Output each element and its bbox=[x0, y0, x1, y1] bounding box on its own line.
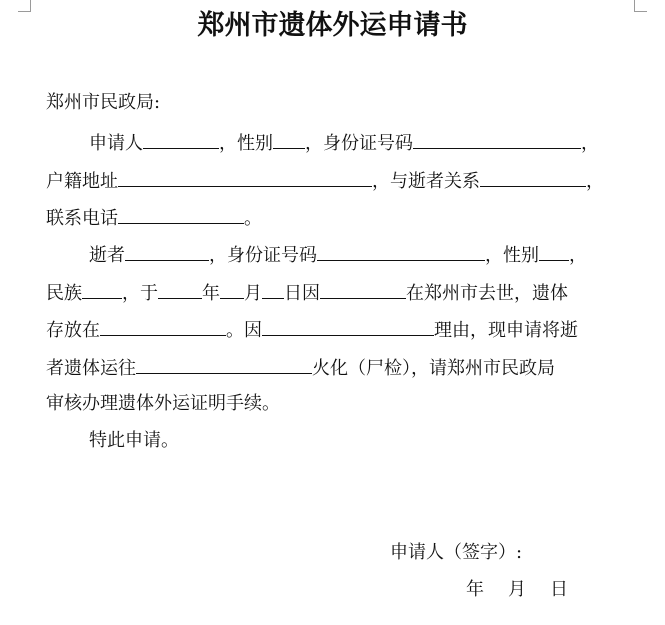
applicant-gender-label: ，性别 bbox=[219, 133, 273, 154]
storage-label: 存放在 bbox=[46, 320, 100, 341]
deceased-id-label: ，身份证号码 bbox=[209, 245, 317, 266]
death-day-field[interactable] bbox=[262, 280, 284, 299]
address-line bbox=[46, 168, 604, 194]
applicant-id-label: ，身份证号码 bbox=[305, 133, 413, 154]
relation-label: ，与逝者关系 bbox=[372, 171, 480, 192]
ethnicity-label: 民族 bbox=[46, 283, 82, 304]
review-line: 审核办理遗体外运证明手续。 bbox=[46, 393, 280, 414]
transport-destination-field[interactable] bbox=[136, 355, 312, 374]
reason-field[interactable] bbox=[262, 317, 434, 336]
deceased-line bbox=[89, 242, 587, 268]
applicant-gender-field[interactable] bbox=[273, 130, 305, 149]
transport-line bbox=[46, 355, 555, 381]
phone-end: 。 bbox=[244, 208, 262, 229]
signature-label: 申请人（签字）: bbox=[390, 542, 523, 563]
month-label: 月 bbox=[244, 283, 262, 304]
address-field[interactable] bbox=[118, 168, 372, 187]
document-title: 郑州市遗体外运申请书 bbox=[197, 10, 468, 41]
address-label: 户籍地址 bbox=[46, 171, 118, 192]
day-because-label: 日因 bbox=[284, 283, 320, 304]
phone-label: 联系电话 bbox=[46, 208, 118, 229]
applicant-name-field[interactable] bbox=[143, 130, 219, 149]
signature-date-day: 日 bbox=[550, 579, 568, 600]
signature-date-year: 年 bbox=[466, 579, 484, 600]
transport-suffix: 火化（尸检），请郑州市民政局 bbox=[312, 358, 555, 379]
transport-label: 者遗体运往 bbox=[46, 358, 136, 379]
deceased-id-field[interactable] bbox=[317, 242, 485, 261]
phone-field[interactable] bbox=[118, 205, 244, 224]
date-at-label: ，于 bbox=[122, 283, 158, 304]
applicant-end-comma: ， bbox=[581, 133, 599, 154]
ethnicity-field[interactable] bbox=[82, 280, 122, 299]
salutation: 郑州市民政局: bbox=[46, 92, 161, 113]
signature-date-month: 月 bbox=[508, 579, 526, 600]
deceased-name-field[interactable] bbox=[125, 242, 209, 261]
storage-line bbox=[46, 317, 578, 343]
year-label: 年 bbox=[202, 283, 220, 304]
applicant-label: 申请人 bbox=[89, 133, 143, 154]
address-end-comma: ， bbox=[586, 171, 604, 192]
death-year-field[interactable] bbox=[158, 280, 202, 299]
applicant-line bbox=[89, 130, 599, 156]
applicant-id-field[interactable] bbox=[413, 130, 581, 149]
death-month-field[interactable] bbox=[220, 280, 244, 299]
ethnicity-line bbox=[46, 280, 568, 306]
death-cause-field[interactable] bbox=[320, 280, 406, 299]
reason-suffix: 理由，现申请将逝 bbox=[434, 320, 578, 341]
reason-prefix: 。因 bbox=[226, 320, 262, 341]
deceased-end-comma: ， bbox=[569, 245, 587, 266]
storage-location-field[interactable] bbox=[100, 317, 226, 336]
deceased-gender-field[interactable] bbox=[539, 242, 569, 261]
closing-line: 特此申请。 bbox=[89, 430, 179, 451]
deceased-label: 逝者 bbox=[89, 245, 125, 266]
relation-field[interactable] bbox=[480, 168, 586, 187]
phone-line bbox=[46, 205, 262, 231]
died-text: 在郑州市去世，遗体 bbox=[406, 283, 568, 304]
deceased-gender-label: ，性别 bbox=[485, 245, 539, 266]
